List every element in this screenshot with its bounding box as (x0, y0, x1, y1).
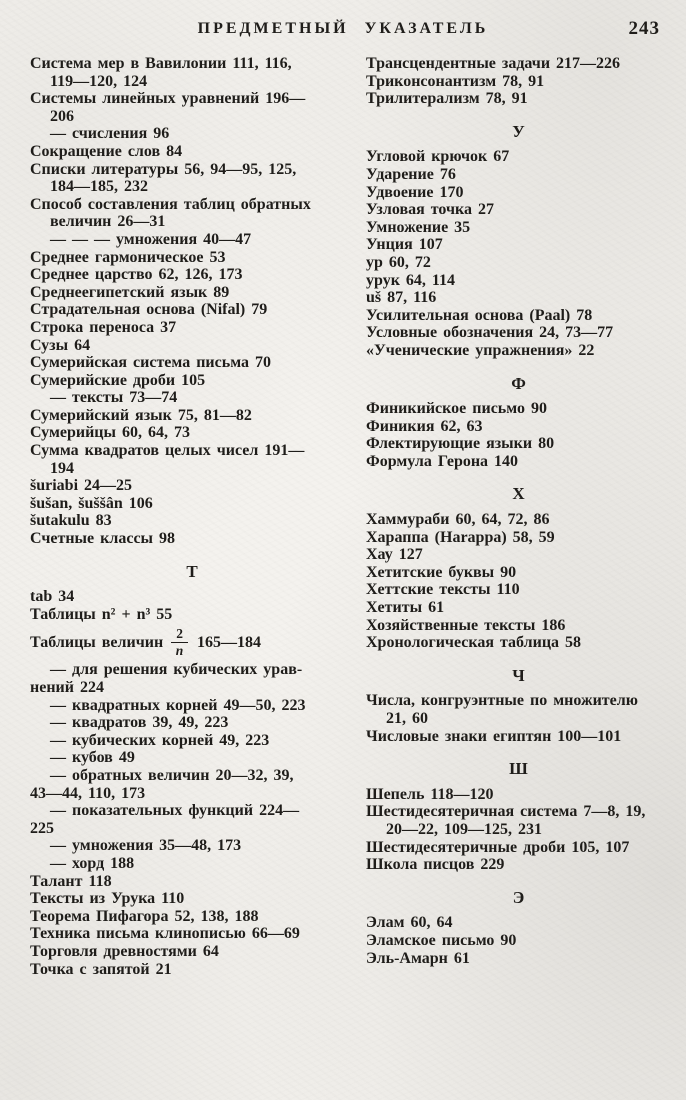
index-entry-continuation: величин 26—31 (50, 213, 166, 231)
index-entry-continuation: — квадратных корней 49—50, 223 (50, 696, 306, 714)
index-entry: урук 64, 114 (366, 271, 456, 289)
index-entry: Школа писцов 229 (366, 856, 505, 874)
index-entry: Усилительная основа (Paal) 78 (366, 306, 593, 324)
index-entry: Финикийское письмо 90 (366, 400, 547, 418)
index-entry: Хозяйственные тексты 186 (366, 616, 566, 634)
index-entry-continuation: 206 (50, 107, 74, 125)
index-entry: Эль-Амарн 61 (366, 949, 470, 967)
index-entry-continuation: — показательных функций 224— (50, 802, 300, 820)
index-entry: Техника письма клинописью 66—69 (30, 925, 300, 943)
index-entry-continuation: — обратных величин 20—32, 39, (50, 766, 294, 784)
index-entry: Умножение 35 (366, 218, 471, 236)
index-entry: Шепель 118—120 (366, 785, 494, 803)
index-entry: uš 87, 116 (366, 289, 437, 307)
index-entry: Хеттские тексты 110 (366, 581, 520, 599)
entry-text: Таблицы величин (30, 633, 164, 651)
fraction-denominator: n (175, 642, 184, 658)
index-entry: Теорема Пифагора 52, 138, 188 (30, 907, 259, 925)
index-entry: Системы линейных уравнений 196— (30, 90, 306, 108)
index-entry: Торговля древностями 64 (30, 942, 219, 960)
index-entry: šušan, šuššân 106 (30, 494, 153, 512)
index-entry: Талант 118 (30, 872, 112, 890)
fraction-numerator: 2 (171, 627, 188, 643)
index-entry-continuation: 194 (50, 459, 74, 477)
index-entry: Страдательная основа (Nifal) 79 (30, 301, 268, 319)
index-entry: šuriabi 24—25 (30, 477, 133, 495)
index-entry: Унция 107 (366, 236, 443, 254)
index-entry: Трилитерализм 78, 91 (366, 90, 528, 108)
index-entry-continuation: — квадратов 39, 49, 223 (50, 714, 229, 732)
section-heading: Т (186, 561, 199, 581)
index-entry-continuation: — умножения 35—48, 173 (50, 837, 242, 855)
index-entry: Таблицы n² + n³ 55 (30, 605, 173, 623)
index-entry-fraction (30, 623, 355, 661)
index-entry-continuation: — хорд 188 (50, 854, 135, 872)
index-entry: Удвоение 170 (366, 183, 464, 201)
index-entry: Способ составления таблиц обратных (30, 195, 311, 213)
left-column (30, 55, 355, 978)
section-heading: Ш (509, 759, 529, 779)
index-entry: tab 34 (30, 588, 75, 606)
index-entry: Сумерийцы 60, 64, 73 (30, 424, 190, 442)
section-heading: Э (512, 887, 526, 907)
index-entry: Строка переноса 37 (30, 318, 177, 336)
index-entry: Сумерийская система письма 70 (30, 354, 271, 372)
index-entry: 225 (30, 819, 54, 837)
index-entry: Сумерийские дроби 105 (30, 371, 206, 389)
section-heading: Ф (511, 373, 527, 393)
index-entry: Сумма квадратов целых чисел 191— (30, 442, 305, 460)
page-header-title: ПРЕДМЕТНЫЙ УКАЗАТЕЛЬ (197, 20, 489, 37)
index-entry: Хау 127 (366, 546, 423, 564)
index-entry: нений 224 (30, 679, 104, 696)
index-entry: Триконсонантизм 78, 91 (366, 72, 545, 90)
index-entry: Числа, конгруэнтные по множителю (366, 692, 638, 710)
index-entry: Списки литературы 56, 94—95, 125, (30, 160, 297, 178)
index-entry: Хетиты 61 (366, 599, 445, 617)
index-entry: 43—44, 110, 173 (30, 784, 146, 802)
index-entry: Ударение 76 (366, 165, 456, 183)
index-entry: Финикия 62, 63 (366, 417, 483, 435)
index-entry-continuation: — для решения кубических урав- (50, 661, 303, 679)
index-entry: Сузы 64 (30, 336, 91, 354)
section-heading: У (512, 121, 526, 141)
index-entry: Узловая точка 27 (366, 201, 494, 219)
index-entry: šutakulu 83 (30, 512, 112, 530)
index-entry: «Ученические упражнения» 22 (366, 341, 595, 359)
index-entry: Хараппа (Harappa) 58, 59 (366, 528, 555, 546)
index-entry: Сумерийский язык 75, 81—82 (30, 406, 252, 424)
index-entry: Флектирующие языки 80 (366, 435, 555, 453)
index-entry: Угловой крючок 67 (366, 148, 510, 166)
index-entry: Числовые знаки египтян 100—101 (366, 727, 622, 745)
index-entry-continuation: 20—22, 109—125, 231 (386, 820, 542, 838)
index-entry: Шестидесятеричная система 7—8, 19, (366, 803, 646, 821)
index-entry: Среднее царство 62, 126, 173 (30, 266, 243, 284)
index-entry: Сокращение слов 84 (30, 142, 183, 160)
index-entry: Шестидесятеричные дроби 105, 107 (366, 838, 630, 856)
index-entry: Счетные классы 98 (30, 530, 176, 548)
index-entry-continuation: 119—120, 124 (50, 72, 148, 90)
index-entry-continuation: 21, 60 (386, 710, 428, 727)
index-entry: Среднеегипетский язык 89 (30, 283, 230, 301)
index-entry: Условные обозначения 24, 73—77 (366, 324, 614, 342)
index-entry: Хетитские буквы 90 (366, 563, 517, 581)
index-entry: Формула Герона 140 (366, 452, 519, 470)
index-entry: Тексты из Урука 110 (30, 890, 185, 908)
entry-pages: 165—184 (196, 633, 261, 651)
fraction (171, 627, 188, 658)
index-entry: Эламское письмо 90 (366, 931, 517, 949)
right-column (366, 55, 672, 967)
index-entry: ур 60, 72 (366, 253, 431, 271)
index-entry-continuation: — кубов 49 (50, 749, 135, 767)
page-number: 243 (628, 18, 660, 39)
index-entry-continuation: 184—185, 232 (50, 178, 148, 196)
index-entry: Хаммураби 60, 64, 72, 86 (366, 511, 550, 529)
index-entry-continuation: — — — умножения 40—47 (50, 230, 252, 248)
index-entry-continuation: — счисления 96 (50, 125, 170, 143)
index-entry: Трансцендентные задачи 217—226 (366, 55, 621, 72)
index-entry-continuation: — кубических корней 49, 223 (50, 731, 270, 749)
index-entry: Точка с запятой 21 (30, 960, 172, 978)
index-entry: Элам 60, 64 (366, 914, 453, 932)
index-entry: Система мер в Вавилонии 111, 116, (30, 55, 292, 72)
index-entry: Хронологическая таблица 58 (366, 634, 582, 652)
index-entry-continuation: — тексты 73—74 (50, 389, 178, 407)
section-heading: Ч (512, 665, 526, 685)
index-entry: Среднее гармоническое 53 (30, 248, 226, 266)
section-heading: Х (512, 484, 526, 504)
